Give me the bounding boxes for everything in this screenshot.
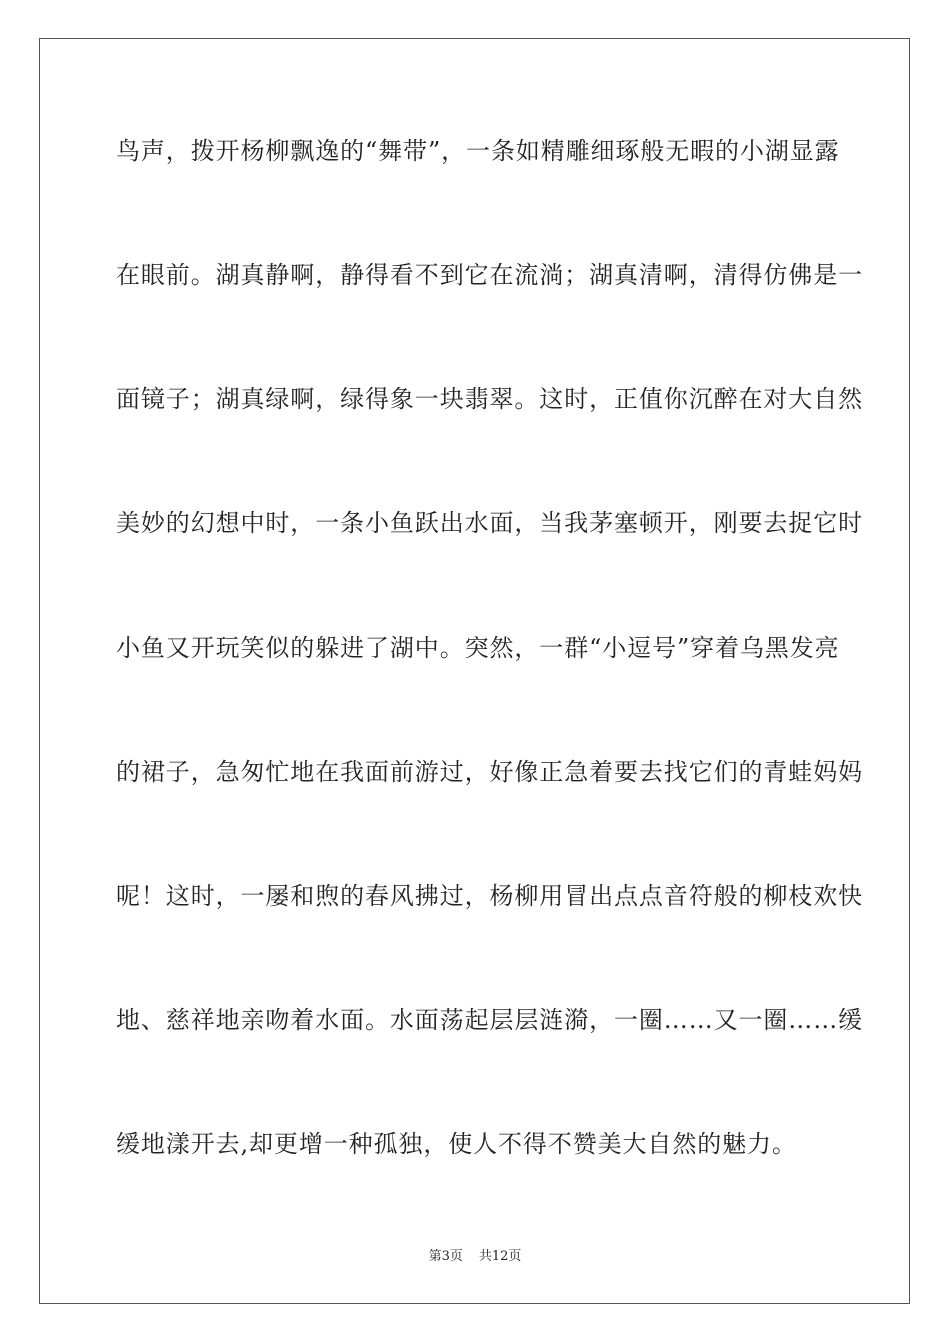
paragraph-line-4: 美妙的幻想中时，一条小鱼跃出水面，当我茅塞顿开，刚要去捉它时 <box>116 509 863 537</box>
paragraph-line-9: 缓地漾开去,却更增一种孤独，使人不得不赞美大自然的魅力。 <box>116 1130 797 1158</box>
page-total: 共12页 <box>478 1249 522 1264</box>
page-footer <box>0 1249 950 1265</box>
page-border <box>39 38 910 1304</box>
paragraph-line-6: 的裙子，急匆忙地在我面前游过，好像正急着要去找它们的青蛙妈妈 <box>116 758 863 786</box>
paragraph-line-8: 地、慈祥地亲吻着水面。水面荡起层层涟漪，一圈……又一圈……缓 <box>116 1006 863 1034</box>
paragraph-line-2: 在眼前。湖真静啊，静得看不到它在流淌；湖真清啊，清得仿佛是一 <box>116 261 863 289</box>
paragraph-line-3: 面镜子；湖真绿啊，绿得象一块翡翠。这时，正值你沉醉在对大自然 <box>116 385 863 413</box>
paragraph-line-1: 鸟声，拨开杨柳飘逸的“舞带”，一条如精雕细琢般无暇的小湖显露 <box>116 137 840 165</box>
page-number: 第3页 <box>428 1249 463 1264</box>
paragraph-line-5: 小鱼又开玩笑似的躲进了湖中。突然，一群“小逗号”穿着乌黑发亮 <box>116 634 840 662</box>
paragraph-line-7: 呢！这时，一屡和煦的春风拂过，杨柳用冒出点点音符般的柳枝欢快 <box>116 882 863 910</box>
